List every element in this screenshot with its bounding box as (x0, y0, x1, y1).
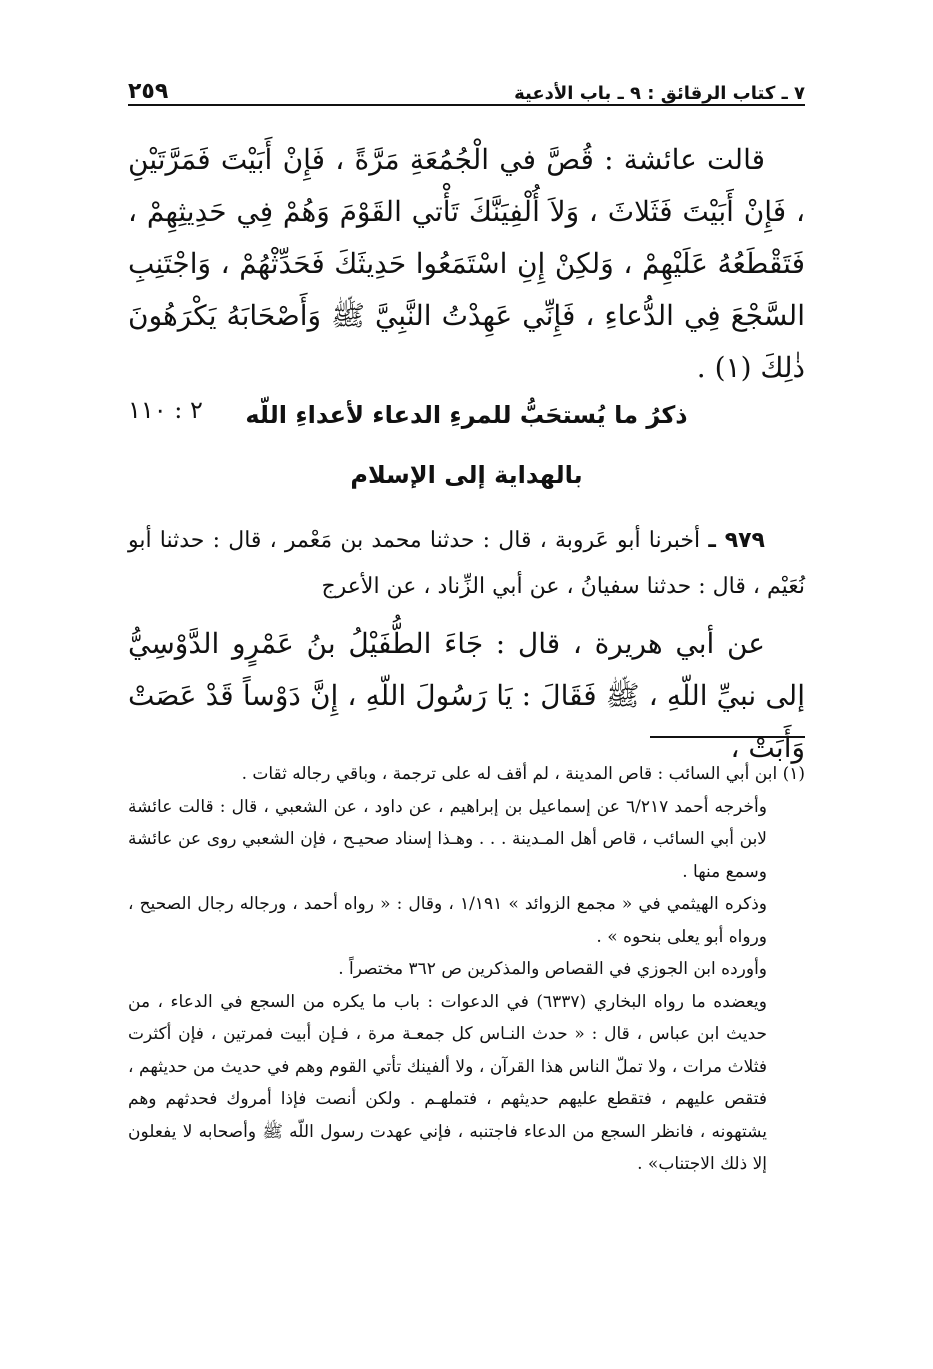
isnad-text: أخبرنا أبو عَروبة ، قال : حدثنا محمد بن مَعْمر ، قال : حدثنا أبو نُعَيْم ، قال : حدثنا سفيانُ ، عن أبي الزِّناد ، عن الأعرج (128, 528, 805, 599)
previous-hadith-text (128, 134, 805, 394)
footnote-divider (650, 736, 805, 738)
hadith-number: ٩٧٩ ـ (708, 528, 765, 553)
matn-text: عن أبي هريرة ، قال : جَاءَ الطُّفَيْلُ بنُ عَمْرٍو الدَّوْسِيُّ إلى نبيِّ اللّهِ ، ﷺ فَقَالَ : يَا رَسُولَ اللّهِ ، إِنَّ دَوْساً قَدْ عَصَتْ وَأَبَتْ ، (128, 627, 805, 764)
footnote-paragraph: وأورده ابن الجوزي في القصاص والمذكرين ص ٣٦٢ مختصراً . (338, 959, 767, 979)
page-header (128, 70, 805, 104)
footnotes (128, 758, 805, 1181)
main-text (128, 134, 805, 764)
page-number: ٢٥٩ (128, 79, 169, 104)
hadith-isnad (128, 518, 805, 610)
footnote-paragraph: ويعضده ما رواه البخاري (٦٣٣٧) في الدعوات : باب ما يكره من السجع في الدعاء ، من حديث ابن عباس ، قال : « حدث النـاس كل جمعـة مرة ، فـإن أبيت فمرتين ، فإن أكثرت فثلاث مرات ، ولا تملّ الناس هذا القرآن ، ولا ألفينك تأتي القوم وهم في حديث من حديثهم ، فتقص عليهم ، فتقطع عليهم حديثهم ، فتملهـم . ولكن أنصت فإذا أمروك فحدثهم وهم يشتهونه ، فانظر السجع من الدعاء فاجتنبه ، فإني عهدت رسول اللّه ﷺ وأصحابه لا يفعلون إلا ذلك الاجتناب» . (128, 991, 768, 1174)
footnote-paragraph: وأخرجه أحمد ٦/٢١٧ عن إسماعيل بن إبراهيم ، عن داود ، عن الشعبي ، قال : قالت عائشة لابن أبي السائب ، قاص أهل المـدينة . . . وهـذا إسناد صحيـح ، فإن الشعبي روى عن عائشة وسمع منها . (128, 796, 767, 882)
chapter-title-line-2: بالهداية إلى الإسلام (350, 461, 583, 489)
chapter-title-line-1: ذكرُ ما يُستحَبُّ للمرءِ الدعاء لأعداءِ اللّه (245, 401, 688, 429)
running-title: ٧ ـ كتاب الرقائق : ٩ ـ باب الأدعية (514, 83, 805, 104)
volume-page-reference: ٢ : ١١٠ (128, 396, 203, 424)
previous-hadith-body: قالت عائشة : قُصَّ في الْجُمُعَةِ مَرَّةً ، فَإِنْ أَبَيْتَ فَمَرَّتَيْنِ ، فَإِنْ أَبَيْتَ فَثَلاثَ ، وَلاَ أُلْفِيَنَّكَ تَأْتي القَوْمَ وَهُمْ فِي حَدِيثِهِمْ ، فَتَقْطَعُهُ عَلَيْهِمْ ، وَلكِنْ إِنِ اسْتَمَعُوا حَدِيثَكَ فَحَدِّثْهُمْ ، وَاجْتَنِبِ السَّجْعَ فِي الدُّعاءِ ، فَإِنِّي عَهِدْتُ النَّبِيَّ ﷺ وَأَصْحَابَهُ يَكْرَهُونَ ذٰلِكَ (١) . (128, 143, 805, 384)
header-divider (128, 104, 805, 106)
footnote-paragraph: وذكره الهيثمي في « مجمع الزوائد » ١/١٩١ ، وقال : « رواه أحمد ، ورجاله رجال الصحيح ، ورواه أبو يعلى بنحوه » . (128, 894, 767, 947)
footnote-1: (١) ابن أبي السائب : قاص المدينة ، لم أقف له على ترجمة ، وباقي رجاله ثقات . (241, 764, 805, 784)
hadith-matn (128, 618, 805, 774)
